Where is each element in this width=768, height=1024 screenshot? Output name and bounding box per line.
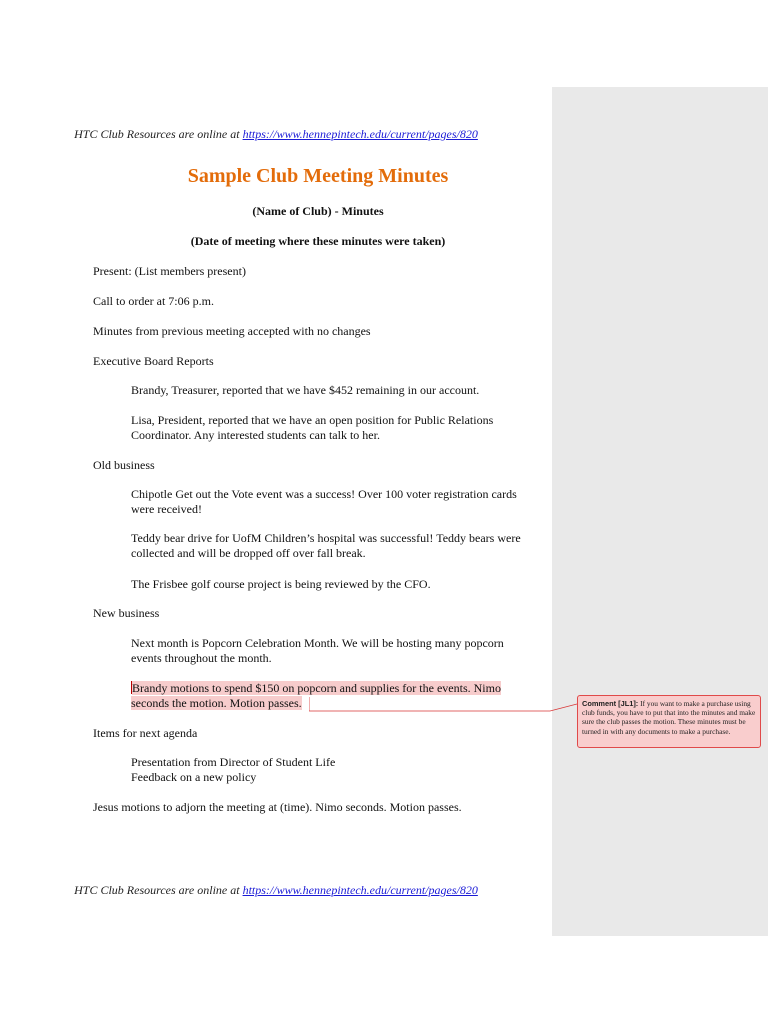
- header-text: HTC Club Resources are online at: [74, 127, 243, 141]
- subtitle-club-name: (Name of Club) - Minutes: [252, 204, 384, 218]
- popcorn-item-line-2: events throughout the month.: [131, 651, 272, 665]
- new-business-heading: New business: [93, 606, 160, 620]
- comment-balloon[interactable]: [577, 695, 761, 748]
- footer-link[interactable]: https://www.hennepintech.edu/current/pages/820: [242, 883, 478, 897]
- footer-text: HTC Club Resources are online at: [74, 883, 243, 897]
- page-header: [0, 127, 552, 142]
- call-to-order-line: Call to order at 7:06 p.m.: [93, 294, 214, 308]
- document-title: Sample Club Meeting Minutes: [187, 165, 449, 187]
- header-link[interactable]: https://www.hennepintech.edu/current/pages/820: [242, 127, 478, 141]
- adjourn-line: Jesus motions to adjorn the meeting at (time). Nimo seconds. Motion passes.: [93, 800, 462, 814]
- executive-reports-heading: Executive Board Reports: [93, 354, 214, 368]
- highlighted-motion-text-2: seconds the motion. Motion passes.: [131, 696, 302, 710]
- president-report-line-1: Lisa, President, reported that we have an open position for Public Relations: [131, 413, 494, 427]
- chipotle-item-line-1: Chipotle Get out the Vote event was a success! Over 100 voter registration cards: [131, 487, 517, 501]
- previous-minutes-line: Minutes from previous meeting accepted with no changes: [93, 324, 371, 338]
- old-business-heading: Old business: [93, 458, 155, 472]
- president-report-line-2: Coordinator. Any interested students can talk to her.: [131, 428, 380, 442]
- subtitle-meeting-date: (Date of meeting where these minutes were taken): [190, 234, 446, 248]
- agenda-item-1: Presentation from Director of Student Life: [131, 755, 336, 769]
- next-agenda-heading: Items for next agenda: [93, 726, 198, 740]
- teddy-bear-item-line-1: Teddy bear drive for UofM Children’s hospital was successful! Teddy bears were: [131, 531, 521, 545]
- treasurer-report: Brandy, Treasurer, reported that we have $452 remaining in our account.: [131, 383, 480, 397]
- agenda-item-2: Feedback on a new policy: [131, 770, 257, 784]
- chipotle-item-line-2: were received!: [131, 502, 202, 516]
- teddy-bear-item-line-2: collected and will be dropped off over fall break.: [131, 546, 366, 560]
- present-line: Present: (List members present): [93, 264, 246, 278]
- comment-author: Comment [JL1]:: [582, 699, 639, 708]
- popcorn-item-line-1: Next month is Popcorn Celebration Month. We will be hosting many popcorn: [131, 636, 504, 650]
- comment-text: If you want to make a purchase using club funds, you have to put that into the minutes and make sure the club passes the motion. These minutes must be turned in with any documents to make a purchase.: [582, 699, 756, 736]
- frisbee-item: The Frisbee golf course project is being reviewed by the CFO.: [131, 577, 431, 591]
- motion-line-1[interactable]: [131, 681, 501, 696]
- page-footer: [0, 883, 552, 898]
- highlighted-motion-text-1: Brandy motions to spend $150 on popcorn and supplies for the events. Nimo: [132, 681, 501, 695]
- motion-line-2[interactable]: [131, 696, 302, 711]
